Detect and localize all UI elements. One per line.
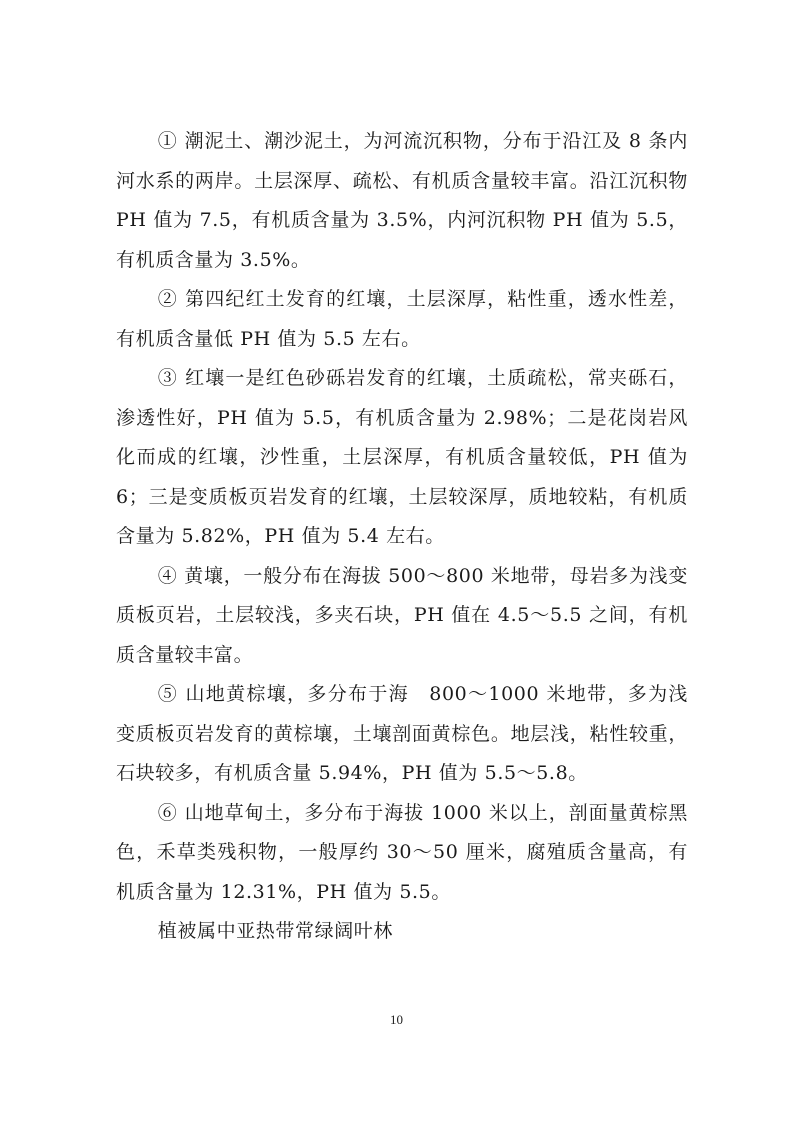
paragraph-soil-2: ② 第四纪红土发育的红壤，土层深厚，粘性重，透水性差，有机质含量低 PH 值为 5.5 左右。 xyxy=(116,288,688,350)
paragraph-vegetation: 植被属中亚热带常绿阔叶林 xyxy=(157,920,393,942)
paragraph-soil-3: ③ 红壤一是红色砂砾岩发育的红壤，土质疏松，常夹砾石，渗透性好，PH 值为 5.5，有机质含量为 2.98%；二是花岗岩风化而成的红壤，沙性重，土层深厚，有机质含量较低，PH 值为 6；三是变质板页岩发育的红壤，土层较深厚，质地较粘，有机质含量为 5.82%，PH 值为 5.4 左右。 xyxy=(116,367,688,547)
body-text xyxy=(116,122,688,952)
paragraph-soil-4: ④ 黄壤，一般分布在海拔 500～800 米地带，母岩多为浅变质板页岩，土层较浅，多夹石块，PH 值在 4.5～5.5 之间，有机质含量较丰富。 xyxy=(116,564,688,666)
paragraph-soil-6: ⑥ 山地草甸土，多分布于海拔 1000 米以上，剖面量黄棕黑色，禾草类残积物，一般厚约 30～50 厘米，腐殖质含量高，有机质含量为 12.31%，PH 值为 5.5。 xyxy=(116,801,688,903)
page-number: 10 xyxy=(390,1012,403,1027)
paragraph-soil-5: ⑤ 山地黄棕壤，多分布于海 800～1000 米地带，多为浅变质板页岩发育的黄棕壤，土壤剖面黄棕色。地层浅，粘性较重，石块较多，有机质含量 5.94%，PH 值为 5.5～5.8。 xyxy=(116,683,688,784)
paragraph-soil-1: ① 潮泥土、潮沙泥土，为河流沉积物，分布于沿江及 8 条内河水系的两岸。土层深厚、疏松、有机质含量较丰富。沿江沉积物 PH 值为 7.5，有机质含量为 3.5%，内河沉积物 PH 值为 5.5，有机质含量为 3.5%。 xyxy=(116,130,688,271)
